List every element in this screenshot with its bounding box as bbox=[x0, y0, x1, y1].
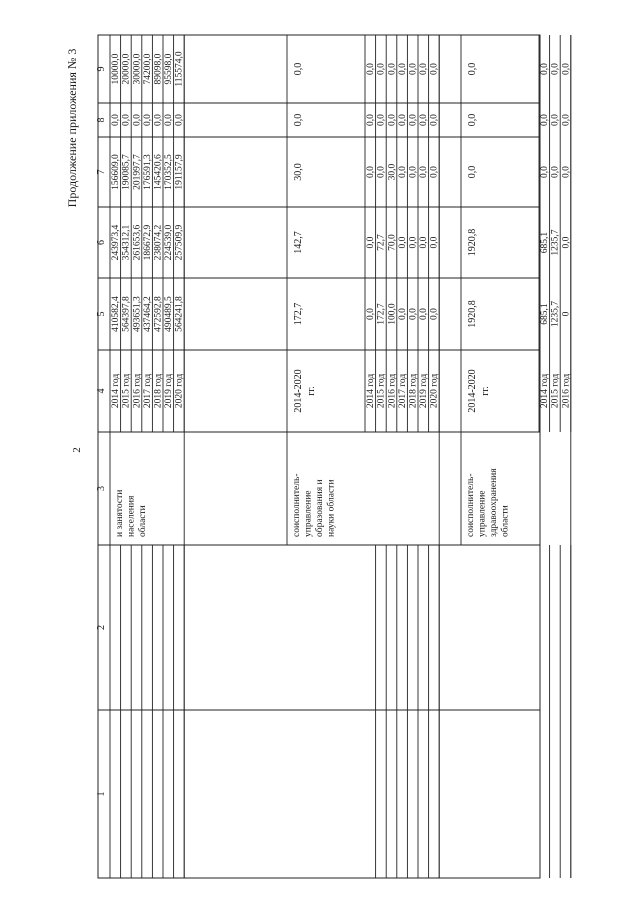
cell-value: 224539,0 bbox=[164, 224, 175, 261]
executor-text: соисполнитель- bbox=[292, 473, 302, 537]
cell-value: 0,0 bbox=[408, 236, 419, 249]
cell-value: 10000,0 bbox=[111, 53, 122, 85]
cell-value: 0,0 bbox=[387, 114, 398, 126]
cell-value: 0,0 bbox=[397, 166, 408, 178]
budget-table bbox=[96, 35, 571, 878]
cell-value: 0,0 bbox=[366, 114, 377, 126]
cell-value: 89098,0 bbox=[153, 53, 164, 85]
year-label: 2015 год bbox=[376, 373, 387, 409]
cell-value: 1235,7 bbox=[550, 229, 561, 256]
cell-value: 0,0 bbox=[366, 166, 377, 178]
cell-value: 1235,7 bbox=[550, 300, 561, 328]
year-label: 2014 год bbox=[540, 373, 551, 409]
total-value: 0,0 bbox=[293, 62, 304, 76]
column-number: 2 bbox=[96, 625, 107, 630]
cell-value: 0,0 bbox=[429, 114, 440, 126]
cell-value: 472592,8 bbox=[153, 296, 164, 332]
column-number: 4 bbox=[96, 388, 107, 394]
cell-value: 172,7 bbox=[376, 303, 387, 325]
executor-text: и занятости bbox=[115, 489, 125, 537]
year-label: 2020 год bbox=[174, 373, 185, 409]
cell-value: 0,0 bbox=[550, 114, 561, 126]
column-number: 1 bbox=[96, 791, 107, 797]
cell-value: 257509,9 bbox=[174, 224, 185, 261]
cell-value: 176591,3 bbox=[142, 154, 153, 190]
year-label: 2018 год bbox=[408, 373, 419, 409]
cell-value: 0,0 bbox=[540, 166, 551, 178]
cell-value: 0,0 bbox=[408, 308, 419, 320]
cell-value: 0,0 bbox=[561, 166, 572, 178]
cell-value: 0,0 bbox=[408, 166, 419, 178]
cell-value: 0,0 bbox=[561, 236, 572, 249]
cell-value: 0,0 bbox=[408, 114, 419, 126]
cell-value: 564241,8 bbox=[174, 296, 185, 332]
executor-text: соисполнитель- bbox=[466, 473, 476, 537]
cell-value: 261653,6 bbox=[132, 224, 143, 261]
column-number: 9 bbox=[96, 66, 107, 72]
cell-value: 0,0 bbox=[561, 114, 572, 126]
executor-text: области bbox=[138, 505, 148, 537]
cell-value: 0,0 bbox=[540, 114, 551, 126]
year-label: 2020 год bbox=[429, 373, 440, 409]
cell-value: 0,0 bbox=[387, 63, 398, 75]
cell-value: 170352,5 bbox=[164, 154, 175, 190]
cell-value: 0,0 bbox=[419, 236, 430, 249]
cell-value: 238074,2 bbox=[153, 224, 164, 261]
cell-value: 95598,0 bbox=[164, 53, 175, 85]
year-label: 2016 год bbox=[387, 373, 398, 409]
year-label: 2017 год bbox=[397, 373, 408, 409]
year-label: 2018 год bbox=[153, 373, 164, 409]
cell-value: 0,0 bbox=[550, 63, 561, 75]
cell-value: 0,0 bbox=[174, 114, 185, 126]
cell-value: 410582,4 bbox=[111, 296, 122, 332]
cell-value: 0,0 bbox=[397, 63, 408, 75]
cell-value: 685,1 bbox=[540, 231, 551, 254]
cell-value: 100,0 bbox=[387, 303, 398, 325]
cell-value: 30000,0 bbox=[132, 53, 143, 85]
executor-text: науки области bbox=[326, 479, 337, 537]
executor-text: управление bbox=[303, 490, 314, 537]
cell-value: 0,0 bbox=[419, 308, 430, 320]
cell-value: 0,0 bbox=[153, 114, 164, 126]
executor-text: населения bbox=[126, 495, 137, 537]
cell-value: 437464,2 bbox=[142, 296, 153, 332]
cell-value: 0,0 bbox=[429, 308, 440, 320]
cell-value: 354312,1 bbox=[121, 224, 132, 261]
cell-value: 0,0 bbox=[429, 236, 440, 249]
cell-value: 0,0 bbox=[376, 63, 387, 75]
cell-value: 0,0 bbox=[419, 166, 430, 178]
year-label: 2014 год bbox=[111, 373, 122, 409]
cell-value: 115574,0 bbox=[174, 51, 185, 87]
cell-value: 0,0 bbox=[419, 63, 430, 75]
total-period: гг. bbox=[480, 386, 491, 396]
cell-value: 30,0 bbox=[387, 163, 398, 181]
cell-value: 0,0 bbox=[366, 63, 377, 75]
year-label: 2016 год bbox=[132, 373, 143, 409]
total-value: 142,7 bbox=[293, 231, 304, 254]
cell-value: 145420,6 bbox=[153, 154, 164, 190]
year-label: 2019 год bbox=[164, 373, 175, 409]
executor-text: управление bbox=[477, 490, 488, 537]
cell-value: 0,0 bbox=[376, 166, 387, 178]
cell-value: 0,0 bbox=[366, 308, 377, 320]
cell-value: 190085,7 bbox=[121, 154, 132, 190]
year-label: 2017 год bbox=[142, 373, 153, 409]
cell-value: 493651,3 bbox=[132, 296, 143, 332]
column-number: 3 bbox=[96, 486, 107, 491]
cell-value: 0,0 bbox=[561, 63, 572, 75]
cell-value: 685,1 bbox=[540, 303, 551, 325]
column-number: 5 bbox=[96, 311, 107, 317]
year-label: 2015 год bbox=[121, 373, 132, 409]
total-value: 0,0 bbox=[467, 62, 478, 76]
cell-value: 70,0 bbox=[387, 234, 398, 251]
cell-value: 0,0 bbox=[132, 114, 143, 126]
page-number: 2 bbox=[71, 447, 83, 453]
cell-value: 0,0 bbox=[142, 114, 153, 126]
cell-value: 0,0 bbox=[408, 63, 419, 75]
appendix-note: Продолжение приложения № 3 bbox=[65, 48, 79, 208]
column-number: 7 bbox=[96, 169, 107, 175]
cell-value: 156609,0 bbox=[111, 154, 122, 190]
cell-value: 0,0 bbox=[111, 114, 122, 126]
cell-value: 0,0 bbox=[397, 114, 408, 126]
cell-value: 0,0 bbox=[376, 114, 387, 126]
cell-value: 72,7 bbox=[376, 234, 387, 251]
cell-value: 490489,5 bbox=[164, 296, 175, 332]
year-label: 2015 год bbox=[550, 373, 561, 409]
cell-value: 74200,0 bbox=[142, 53, 153, 85]
executor-text: здравоохранения bbox=[489, 468, 499, 537]
year-label: 2016 год bbox=[561, 373, 572, 409]
column-number: 6 bbox=[96, 240, 107, 245]
cell-value: 186672,9 bbox=[142, 224, 153, 261]
total-period: 2014-2020 bbox=[467, 369, 478, 413]
total-period: гг. bbox=[306, 386, 317, 396]
total-period: 2014-2020 bbox=[293, 369, 304, 413]
cell-value: 0,0 bbox=[164, 114, 175, 126]
cell-value: 0,0 bbox=[366, 236, 377, 249]
executor-text: образования и bbox=[315, 479, 325, 537]
cell-value: 0,0 bbox=[121, 114, 132, 126]
cell-value: 0 bbox=[561, 311, 572, 317]
cell-value: 0,0 bbox=[397, 308, 408, 320]
cell-value: 243973,4 bbox=[111, 224, 122, 261]
cell-value: 0,0 bbox=[397, 236, 408, 249]
total-value: 30,0 bbox=[293, 163, 304, 181]
cell-value: 0,0 bbox=[540, 63, 551, 75]
total-value: 0,0 bbox=[293, 113, 304, 127]
total-value: 1920,8 bbox=[467, 228, 478, 257]
total-value: 1920,8 bbox=[467, 300, 478, 328]
cell-value: 0,0 bbox=[429, 166, 440, 178]
cell-value: 0,0 bbox=[550, 166, 561, 178]
cell-value: 0,0 bbox=[429, 63, 440, 75]
total-value: 0,0 bbox=[467, 113, 478, 127]
cell-value: 564397,8 bbox=[121, 296, 132, 332]
total-value: 172,7 bbox=[293, 302, 304, 326]
cell-value: 20000,0 bbox=[121, 53, 132, 85]
cell-value: 0,0 bbox=[419, 114, 430, 126]
cell-value: 191157,9 bbox=[174, 154, 185, 190]
year-label: 2014 год bbox=[366, 373, 377, 409]
total-value: 0,0 bbox=[467, 165, 478, 179]
column-number: 8 bbox=[96, 117, 107, 123]
year-label: 2019 год bbox=[419, 373, 430, 409]
cell-value: 201997,7 bbox=[132, 154, 143, 190]
executor-text: области bbox=[500, 505, 511, 537]
